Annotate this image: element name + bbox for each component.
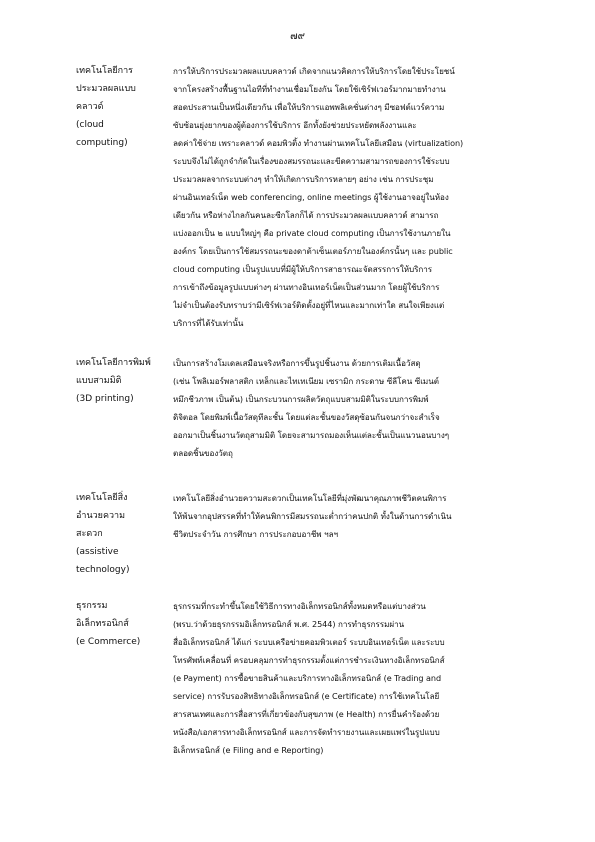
term-line: เทคโนโลยีสิ่ง (76, 493, 128, 503)
term-line: แบบสามมิติ (76, 376, 122, 386)
definition-line: หมึกชีวภาพ เป็นต้น) เป็นกระบวนการผลิตวัตถุแบบสามมิติในระบบการพิมพ์ (173, 394, 429, 404)
definition-line: เป็นการสร้างโมเดลเสมือนจริงหรือการขึ้นรูปชิ้นงาน ด้วยการเติมเนื้อวัสดุ (173, 358, 421, 368)
definition-line: (เช่น โพลิเมอร์พลาสติก เหล็กและไทเทเนียม เซรามิก กระดาษ ซีลีโคน ซีเมนต์ (173, 376, 439, 386)
glossary-definition (173, 489, 551, 543)
glossary-term (76, 489, 164, 579)
term-line: เทคโนโลยีการ (76, 66, 133, 76)
definition-line: หนังสือ/เอกสารทางอิเล็กทรอนิกส์ และการจัดทำรายงานและเผยแพร่ในรูปแบบ (173, 727, 440, 737)
definition-line: ตลอดชิ้นของวัตถุ (173, 448, 233, 458)
definition-line: ให้พ้นจากอุปสรรคที่ทำให้คนพิการมีสมรรถนะต่ำกว่าคนปกติ ทั้งในด้านการดำเนิน (173, 511, 452, 521)
definition-line: service) การรับรองสิทธิทางอิเล็กทรอนิกส์ (e Certificate) การใช้เทคโนโลยี (173, 691, 440, 701)
definition-line: ดิจิตอล โดยพิมพ์เนื้อวัสดุทีละชั้น โดยแต่ละชั้นของวัสดุซ้อนกันจนกว่าจะสำเร็จ (173, 412, 440, 422)
term-line: สะดวก (76, 529, 103, 539)
definition-line: บริการที่ได้รับเท่านั้น (173, 318, 244, 328)
glossary-term (76, 354, 164, 408)
definition-line: ธุรกรรมที่กระทำขึ้นโดยใช้วิธีการทางอิเล็กทรอนิกส์ทั้งหมดหรือแต่บางส่วน (173, 601, 426, 611)
definition-line: ไม่จำเป็นต้องรับทราบว่ามีเซิร์ฟเวอร์ติดตั้งอยู่ที่ไหนและมากเท่าใด สนใจเพียงแต่ (173, 300, 445, 310)
definition-line: จากโครงสร้างพื้นฐานไอทีที่ทำงานเชื่อมโยงกัน โดยใช้เซิร์ฟเวอร์มากมายทำงาน (173, 84, 446, 94)
definition-line: ชีวิตประจำวัน การศึกษา การประกอบอาชีพ ฯลฯ (173, 529, 338, 539)
definition-line: (e Payment) การซื้อขายสินค้าและบริการทางอิเล็กทรอนิกส์ (e Trading and (173, 673, 442, 683)
term-line: (cloud (76, 120, 104, 130)
definition-line: อิเล็กทรอนิกส์ (e Filing and e Reporting) (173, 745, 324, 755)
definition-line: ประมวลผลจากระบบต่างๆ ทำให้เกิดการบริการหลายๆ อย่าง เช่น การประชุม (173, 174, 434, 184)
term-line: (assistive (76, 547, 119, 557)
definition-line: แบ่งออกเป็น ๒ แบบใหญ่ๆ คือ private cloud computing เป็นการใช้งานภายใน (173, 228, 451, 238)
definition-line: การให้บริการประมวลผลแบบคลาวด์ เกิดจากแนวคิดการให้บริการโดยใช้ประโยชน์ (173, 66, 455, 76)
page-number: ๗๙ (290, 31, 305, 42)
glossary-term (76, 62, 164, 152)
definition-line: ซับซ้อนยุ่งยากของผู้ต้องการใช้บริการ อีกทั้งยังช่วยประหยัดพลังงานและ (173, 120, 417, 130)
definition-line: ผ่านอินเทอร์เน็ต web conferencing, online meetings ผู้ใช้งานอาจอยู่ในห้อง (173, 192, 449, 202)
term-line: (3D printing) (76, 394, 134, 404)
definition-line: ออกมาเป็นชิ้นงานวัตถุสามมิติ โดยจะสามารถมองเห็นแต่ละชั้นเป็นแนวนอนบางๆ (173, 430, 450, 440)
definition-line: องค์กร โดยเป็นการใช้สมรรถนะของดาต้าเซ็นเตอร์ภายในองค์กรนั้นๆ และ public (173, 246, 453, 256)
definition-line: สารสนเทศและการสื่อสารที่เกี่ยวข้องกับสุขภาพ (e Health) การยื่นคำร้องด้วย (173, 709, 440, 719)
term-line: อำนวยความ (76, 511, 125, 521)
glossary-definition (173, 597, 551, 759)
definition-line: การเข้าถึงข้อมูลรูปแบบต่างๆ ผ่านทางอินเทอร์เน็ตเป็นส่วนมาก โดยผู้ใช้บริการ (173, 282, 440, 292)
definition-line: cloud computing เป็นรูปแบบที่มีผู้ให้บริการสาธารณะจัดสรรการให้บริการ (173, 264, 433, 274)
term-line: (e Commerce) (76, 637, 141, 647)
glossary-definition (173, 62, 551, 332)
term-line: ประมวลผลแบบ (76, 84, 136, 94)
glossary-term (76, 597, 164, 651)
term-line: เทคโนโลยีการพิมพ์ (76, 358, 151, 368)
definition-line: ระบบจึงไม่ได้ถูกจำกัดในเรื่องของสมรรถนะและขีดความสามารถของการใช้ระบบ (173, 156, 450, 166)
term-line: คลาวด์ (76, 102, 104, 112)
definition-line: เดียวกัน หรือห่างไกลกันคนละซีกโลกก็ได้ การประมวลผลแบบคลาวด์ สามารถ (173, 210, 439, 220)
definition-line: สอดประสานเป็นหนึ่งเดียวกัน เพื่อให้บริการแอพพลิเคชั่นต่างๆ มีซอฟต์แวร์ความ (173, 102, 445, 112)
definition-line: ลดค่าใช้จ่าย เพราะคลาวด์ คอมพิวติ้ง ทำงานผ่านเทคโนโลยีเสมือน (virtualization) (173, 138, 464, 148)
glossary-definition (173, 354, 551, 462)
definition-line: สื่ออิเล็กทรอนิกส์ ได้แก่ ระบบเครือข่ายคอมพิวเตอร์ ระบบอินเทอร์เน็ต และระบบ (173, 637, 445, 647)
term-line: ธุรกรรม (76, 601, 108, 611)
term-line: technology) (76, 565, 130, 575)
definition-line: โทรศัพท์เคลื่อนที่ ครอบคลุมการทำธุรกรรมตั้งแต่การชำระเงินทางอิเล็กทรอนิกส์ (173, 655, 445, 665)
definition-line: เทคโนโลยีสิ่งอำนวยความสะดวกเป็นเทคโนโลยีที่มุ่งพัฒนาคุณภาพชีวิตคนพิการ (173, 493, 447, 503)
definition-line: (พรบ.ว่าด้วยธุรกรรมอิเล็กทรอนิกส์ พ.ศ. 2544) การทำธุรกรรมผ่าน (173, 619, 405, 629)
term-line: อิเล็กทรอนิกส์ (76, 619, 129, 629)
term-line: computing) (76, 138, 128, 148)
